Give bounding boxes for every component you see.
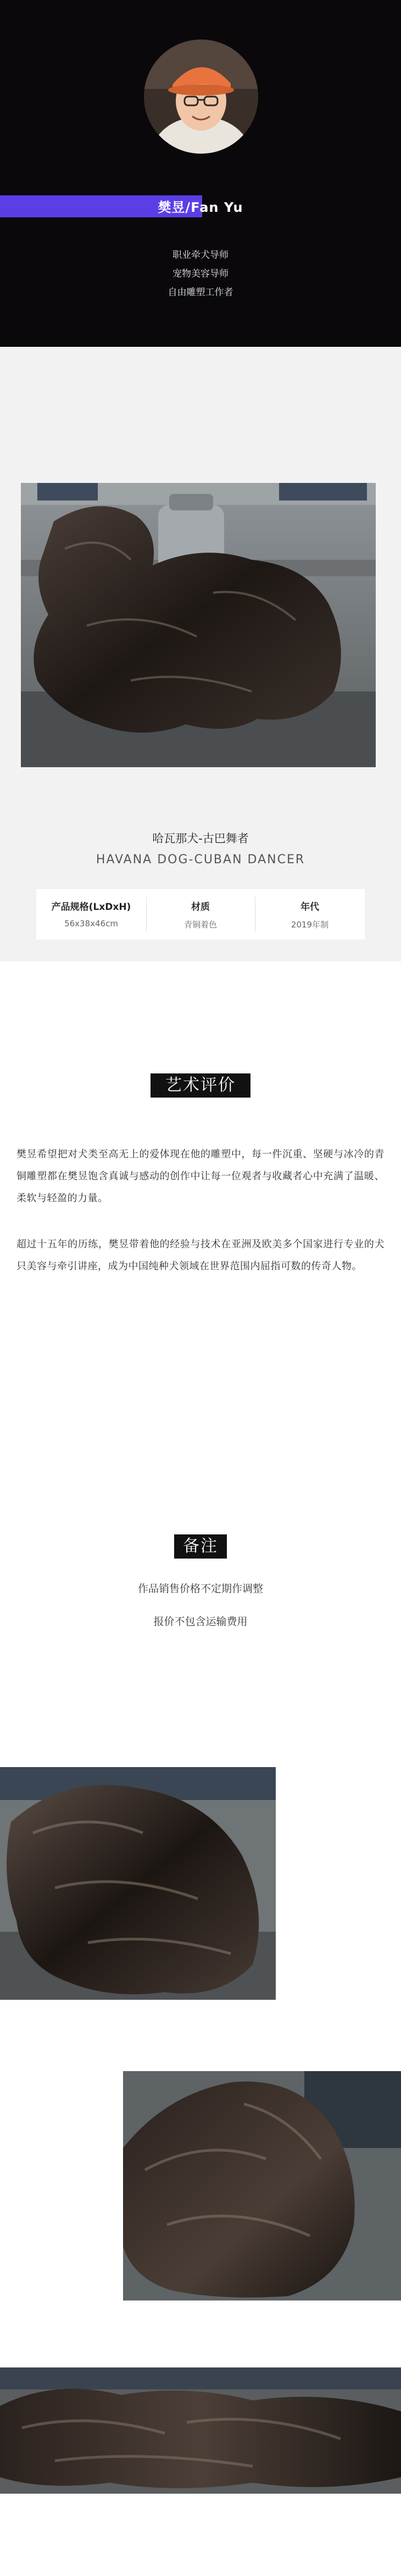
spec-label: 产品规格(LxDxH) <box>51 902 131 913</box>
sculpture-detail-photo <box>0 2367 401 2494</box>
spec-size <box>36 889 146 940</box>
sculpture-photo <box>21 483 376 767</box>
spec-year <box>255 889 365 940</box>
spec-value: 青铜着色 <box>183 920 217 930</box>
review-paragraph: 超过十五年的历练，樊昱带着他的经验与技术在亚洲及欧美多个国家进行专业的犬只美容与牵引讲座，成为中国纯种犬领域在世界范围内屈指可数的传奇人物。 <box>16 1239 385 1272</box>
artist-role: 宠物美容导师 <box>172 268 229 279</box>
spec-value: 2019年制 <box>291 920 329 930</box>
sculpture-detail-photo <box>123 2071 401 2301</box>
artist-roles <box>0 246 401 302</box>
artist-avatar <box>144 40 258 154</box>
note-line: 作品销售价格不定期作调整 <box>137 1583 263 1595</box>
product-section <box>0 347 401 961</box>
review-heading: 艺术评价 <box>151 1073 250 1098</box>
spec-label: 年代 <box>300 902 319 913</box>
spec-value: 56x38x46cm <box>64 919 118 929</box>
artist-header <box>0 0 401 347</box>
spec-label: 材质 <box>191 902 210 913</box>
artist-role: 自由雕塑工作者 <box>168 287 233 298</box>
product-title-en: HAVANA DOG-CUBAN DANCER <box>96 853 305 867</box>
notes-heading: 备注 <box>174 1534 227 1559</box>
artist-role: 职业牵犬导师 <box>172 250 229 261</box>
review-paragraph: 樊昱希望把对犬类至高无上的爱体现在他的雕塑中，每一件沉重、坚硬与冰冷的青铜雕塑都在樊昱饱含真诚与感动的创作中让每一位观者与收藏者心中充满了温暖、柔软与轻盈的力量。 <box>16 1149 385 1204</box>
spec-card <box>36 889 365 940</box>
note-line: 报价不包含运输费用 <box>153 1616 248 1628</box>
sculpture-detail-photo <box>0 1767 276 2000</box>
artist-name: 樊昱/Fan Yu <box>158 200 243 215</box>
product-title-cn: 哈瓦那犬-古巴舞者 <box>152 832 249 845</box>
spec-material <box>146 889 255 940</box>
